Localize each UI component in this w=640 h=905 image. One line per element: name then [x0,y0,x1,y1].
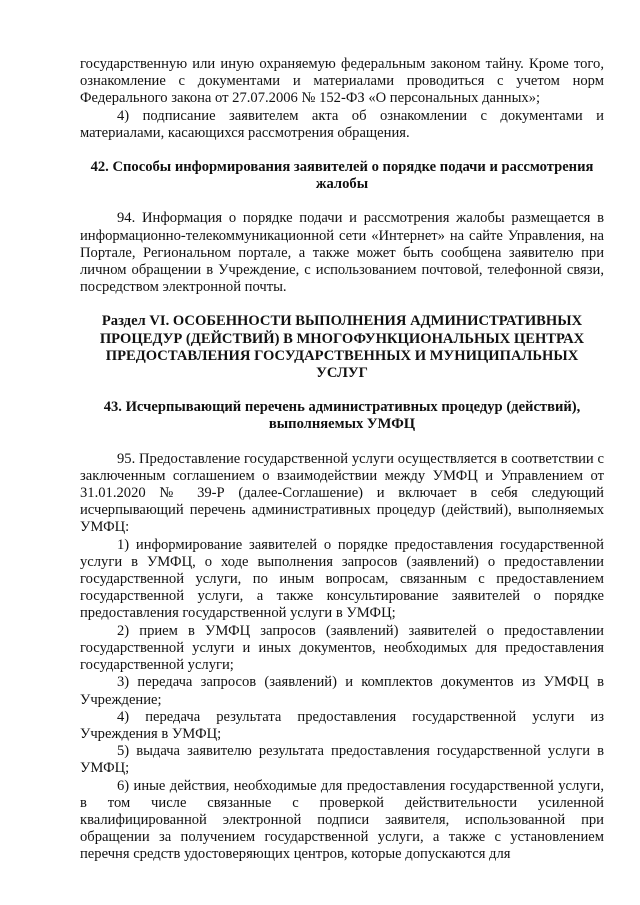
paragraph-94: 94. Информация о порядке подачи и рассмотрения жалобы размещается в информационно-телекоммуникационной сети «Интернет» на сайте Управления, на Портале, Региональном портале, а также может быть сообщена заявителю при личном обращении в Учреждение, с использованием почтовой, телефонной связи, посредством электронной почты. [80,210,604,296]
list-item-4-acquaintance-act: 4) подписание заявителем акта об ознакомлении с документами и материалами, касающихся рассмотрения обращения. [80,107,604,141]
list-item: 3) передача запросов (заявлений) и комплектов документов из УМФЦ в Учреждение; [80,674,604,708]
paragraph-95: 95. Предоставление государственной услуги осуществляется в соответствии с заключенным соглашением о взаимодействии между УМФЦ и Управлением от 31.01.2020 № 39-Р (далее-Соглашение) и включает в себя следующий исчерпывающий перечень административных процедур (действий), выполняемых УМФЦ: [80,450,604,536]
list-item: 1) информирование заявителей о порядке предоставления государственной услуги в УМФЦ, о ходе выполнения запросов (заявлений) о предоставлении государственной услуги, по иным вопросам, связанным с предоставлением государственной услуги, а также консультирование заявителей о порядке предоставления государственной услуги в УМФЦ; [80,536,604,622]
section-6-title: Раздел VI. ОСОБЕННОСТИ ВЫПОЛНЕНИЯ АДМИНИСТРАТИВНЫХ ПРОЦЕДУР (ДЕЙСТВИЙ) В МНОГОФУНКЦИОНАЛЬНЫХ ЦЕНТРАХ ПРЕДОСТАВЛЕНИЯ ГОСУДАРСТВЕННЫХ И МУНИЦИПАЛЬНЫХ УСЛУГ [99,313,585,382]
list-item: 5) выдача заявителю результата предоставления государственной услуги в УМФЦ; [80,743,604,777]
heading-43: 43. Исчерпывающий перечень административных процедур (действий), выполняемых УМФЦ [103,399,581,433]
heading-42: 42. Способы информирования заявителей о порядке подачи и рассмотрения жалобы [90,159,594,193]
list-item: 6) иные действия, необходимые для предоставления государственной услуги, в том числе связанные с проверкой действительности усиленной квалифицированной электронной подписи заявителя, использованной при обращении за получением государственной услуги, а также с установлением перечня средств удостоверяющих центров, которые допускаются для [80,777,604,863]
list-item: 4) передача результата предоставления государственной услуги из Учреждения в УМФЦ; [80,708,604,742]
list-item: 2) прием в УМФЦ запросов (заявлений) заявителей о предоставлении государственной услуги и иных документов, необходимых для предоставления государственной услуги; [80,622,604,674]
paragraph-continuation: государственную или иную охраняемую федеральным законом тайну. Кроме того, ознакомление с документами и материалами проводиться с учетом норм Федерального закона от 27.07.2006 № 152-ФЗ «О персональных данных»; [80,56,604,107]
